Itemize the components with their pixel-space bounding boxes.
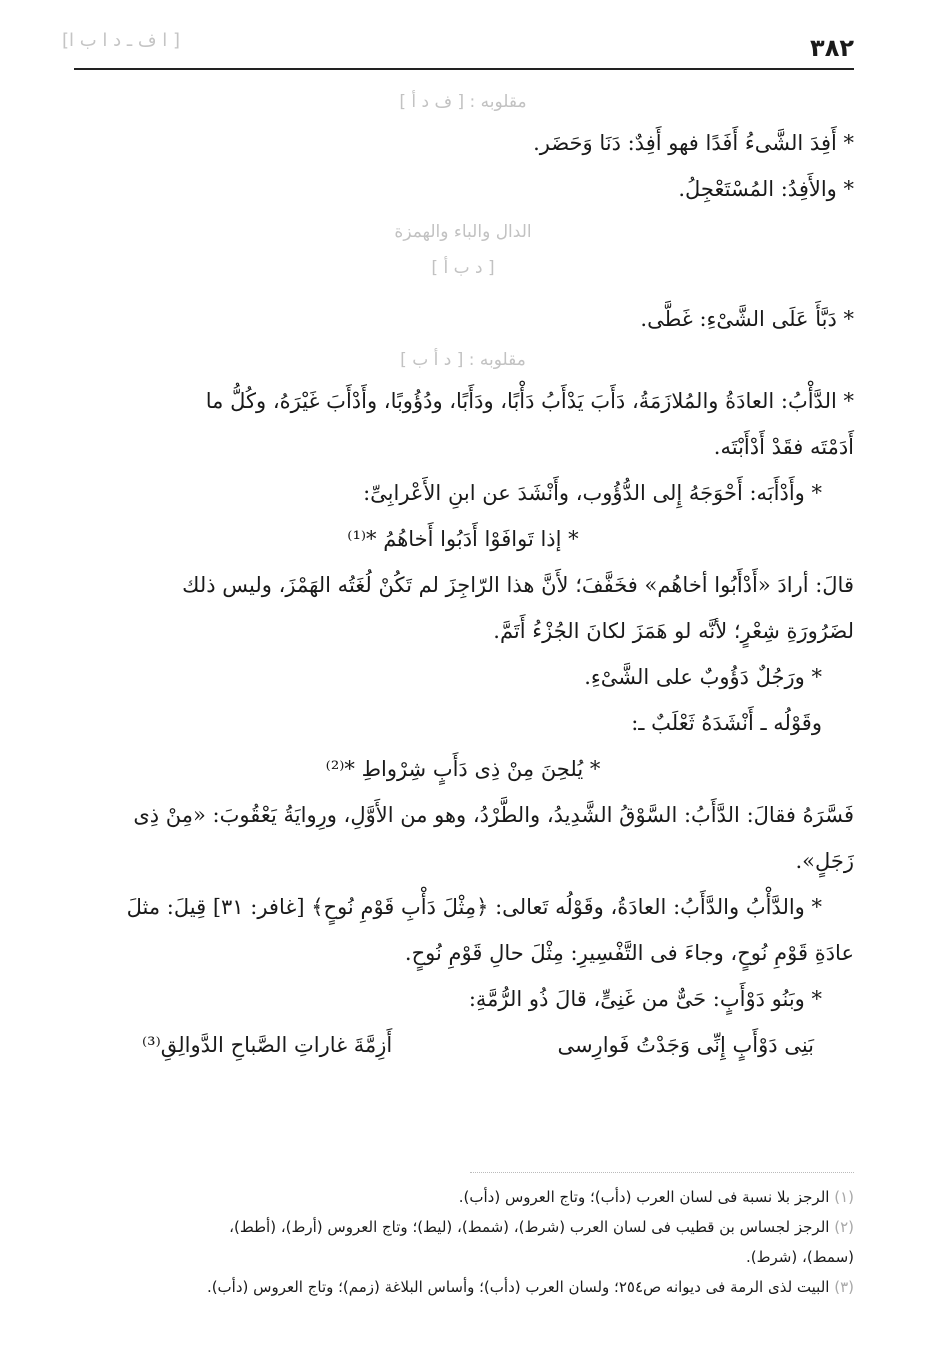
main-text <box>72 80 854 1068</box>
header-rule <box>74 68 854 70</box>
text-line: عادَةِ قَوْمِ نُوحٍ، وجاءَ فى التَّفْسِيرِ: مِثْلَ حالِ قَوْمِ نُوحٍ. <box>404 941 854 965</box>
text-line: فَسَّرَهُ فقالَ: الدَّأَبُ: السَّوْقُ الشَّدِيدُ، والطَّرْدُ، وهو من الأَوَّلِ، ورِوايَةُ يَعْقُوبَ: «مِنْ ذِى <box>133 803 854 827</box>
verse-line: * يُلحِنَ مِنْ ذِى دَأَبٍ شِرْواطِ *⁽²⁾ <box>325 757 601 781</box>
text-line: وقَوْلُه ـ أَنْشَدَهُ ثَعْلَبٌ ـ: <box>631 711 822 735</box>
footnotes <box>72 1182 854 1302</box>
verse-hemistich-right: بَنِى دَوْأَبٍ إِنِّى وَجَدْتُ فَوارِسى <box>557 1033 814 1057</box>
footnote-text: البيت لذى الرمة فى ديوانه ص٢٥٤؛ ولسان العرب (دأب)؛ وأساس البلاغة (زمم)؛ وتاج العروس (دأب). <box>206 1278 830 1296</box>
section-heading: مقلوبه : [ ف د أ ] <box>399 92 527 112</box>
section-heading: [ د ب أ ] <box>431 258 495 278</box>
text-line: زَجَلٍ». <box>795 849 854 873</box>
footnote-mark: (١) <box>834 1188 854 1206</box>
text-line: قالَ: أرادَ «أَدْأَبُوا أخاهُم» فخَفَّفَ؛ لأَنَّ هذا الرّاجِزَ لم تَكُنْ لُغَتُه الهَمْزَ، وليس ذلك <box>182 573 854 597</box>
text-line: * وبَنُو دَوْأَبٍ: حَىٌّ من غَنِىٍّ، قالَ ذُو الرُّمَّةِ: <box>468 987 822 1011</box>
footnote-text: (سمط)، (شرط). <box>746 1248 854 1266</box>
text-line: * والأَفِدُ: المُسْتَعْجِلُ. <box>678 177 854 201</box>
text-line: لضَرُورَةِ شِعْرٍ؛ لأنَّه لو هَمَزَ لكانَ الجُزْءُ أَتَمَّ. <box>493 619 854 643</box>
footnote-mark: (٢) <box>834 1218 854 1236</box>
text-line: * أَفِدَ الشَّىءُ أَفَدًا فهو أَفِدٌ: دَنَا وَحَضَر. <box>533 131 854 155</box>
footnote <box>72 1182 854 1212</box>
section-heading: الدال والباء والهمزة <box>394 222 532 242</box>
text-line: * دَبَّأَ عَلَى الشَّىْءِ: غَطَّى. <box>640 307 854 331</box>
section-heading: مقلوبه : [ د أ ب ] <box>400 350 526 370</box>
text-line: * وأَدْأَبَه: أَحْوَجَهُ إِلى الدُّؤُوب، وأَنْشَدَ عن ابنِ الأَعْرابِىِّ: <box>363 481 822 505</box>
text-line: * ورَجُلٌ دَؤُوبٌ على الشَّىْءِ. <box>584 665 822 689</box>
page-number: ٣٨٢ <box>810 34 854 62</box>
footnote-text: الرجز بلا نسبة فى لسان العرب (دأب)؛ وتاج العروس (دأب). <box>458 1188 830 1206</box>
text-line: أَدَمْتَه فقَدْ أَدْأَبْتَه. <box>713 435 854 459</box>
footnote-separator <box>470 1172 854 1173</box>
running-title: [ا ف ـ د ا ب ا ] <box>62 30 181 51</box>
verse-hemistich-left: أَزِمَّةَ غاراتِ الصَّباحِ الدَّوالِقِ⁽³⁾ <box>142 1033 393 1057</box>
poem-verse <box>72 1022 854 1068</box>
footnote-text: الرجز لجساس بن قطيب فى لسان العرب (شرط)، (شمط)، (ليط)؛ وتاج العروس (أرط)، (أطط)، <box>229 1218 830 1236</box>
text-line: * الدَّأْبُ: العادَةُ والمُلازَمَةُ، دَأَبَ يَدْأَبُ دَأْبًا، ودَأَبًا، ودُؤُوبًا، وأَدْأَبَ غَيْرَهُ، وكُلُّ ما <box>205 389 854 413</box>
verse-line: * إذا تَوافَوْا أَدَبُوا أَخاهُمُ *⁽¹⁾ <box>347 527 579 551</box>
footnote-mark: (٣) <box>834 1278 854 1296</box>
footnote <box>72 1212 854 1242</box>
text-line: * والدَّأْبُ والدَّأَبُ: العادَةُ، وقَوْلُه تَعالى: ﴿مِثْلَ دَأْبِ قَوْمِ نُوحٍ﴾ [غافر: ٣١] قِيلَ: مثلَ <box>126 895 822 919</box>
footnote <box>72 1272 854 1302</box>
footnote-continuation <box>72 1242 854 1272</box>
